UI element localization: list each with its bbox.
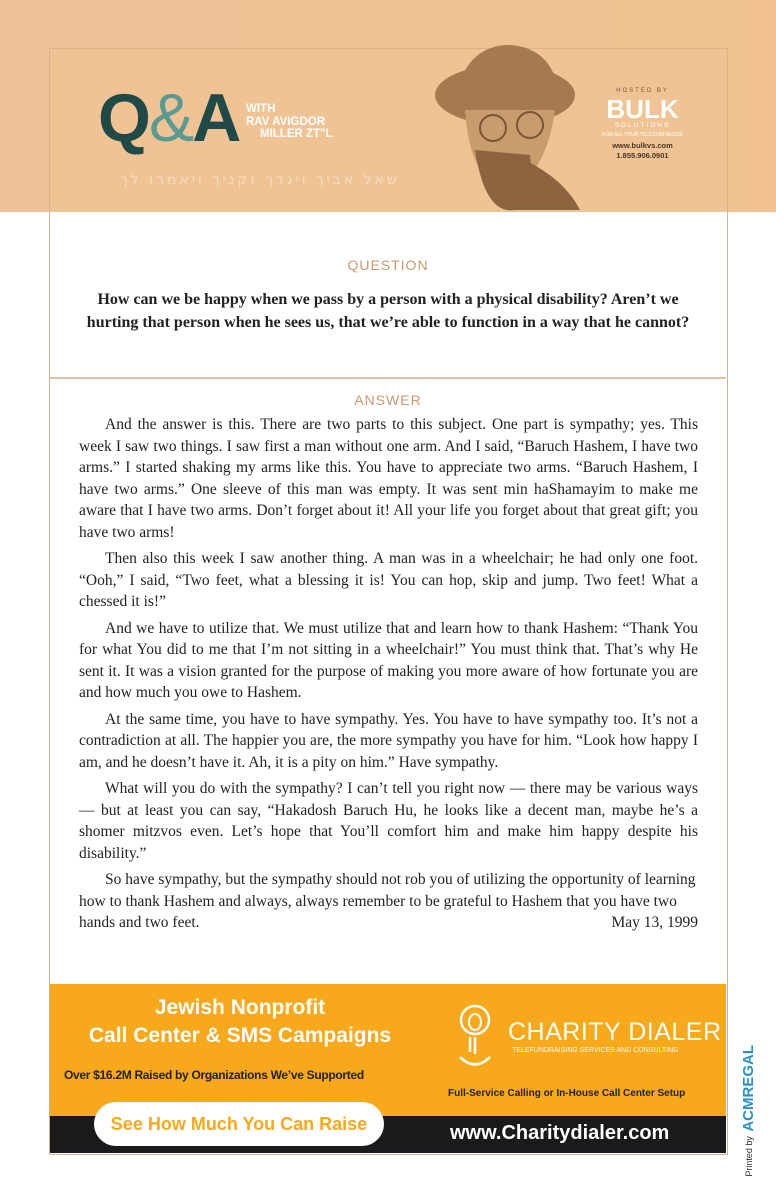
ad-headline-line: Jewish Nonprofit xyxy=(154,996,326,1019)
ad-url-link[interactable]: www.Charitydialer.com xyxy=(450,1122,670,1144)
with-line: WITH xyxy=(246,103,276,115)
sponsor-website[interactable]: www.bulkvs.com xyxy=(612,141,673,150)
phone-hand-icon xyxy=(450,1002,500,1072)
ad-headline xyxy=(60,994,420,1050)
sponsor-block xyxy=(585,88,700,161)
qa-q: Q xyxy=(98,80,149,156)
printer-logo-text: ACMREGAL xyxy=(740,1045,757,1132)
qa-amp: & xyxy=(148,80,193,156)
bulk-logo: BULK xyxy=(606,94,679,124)
answer-label: ANSWER xyxy=(354,392,422,408)
qa-logo xyxy=(98,80,240,156)
with-line: RAV AVIGDOR xyxy=(246,115,326,128)
question-text: How can we be happy when we pass by a person with a physical disability? Aren’t we hurting that person when he sees us, that we’re able to function in a way that he cannot? xyxy=(86,291,690,331)
with-rav-title xyxy=(246,103,333,141)
sponsor-phone: 1.855.906.0901 xyxy=(616,151,669,160)
hosted-by-label: HOSTED BY xyxy=(616,88,669,94)
acmregal-logo xyxy=(740,1045,758,1177)
answer-paragraph: And the answer is this. There are two parts to this subject. One part is sympathy; yes. This week I saw two things. I saw first a man without one arm. And I said, “Baruch Hashem, I have two arms.” I started shaking my arms like this. You have to appreciate two arms. “Baruch Hashem, I have two arms.” One sleeve of this man was empty. It was sent min haShamayim to make me aware that I have two arms. Don’t forget about it! All your life you forget about that great gift; you have two arms! xyxy=(79,416,698,541)
answer-paragraph: And we have to utilize that. We must utilize that and learn how to thank Hashem: “Thank You for what You did to me that I’m not sitting in a wheelchair!” You must think that. That’s why He sent it. It was a vision granted for the purpose of making you more aware of how fortunate you are and how much you owe to Hashem. xyxy=(79,619,698,701)
ad-service-text: Full-Service Calling or In-House Call Center Setup xyxy=(448,1088,686,1099)
answer-paragraph: Then also this week I saw another thing. A man was in a wheelchair; he had only one foot. “Ooh,” I said, “Two feet, what a blessing it is! You can hop, skip and jump. Two feet! What a chessed it is!” xyxy=(79,550,698,610)
ad-headline-line: Call Center & SMS Campaigns xyxy=(88,1024,392,1047)
ad-subline: Over $16.2M Raised by Organizations We’ve Supported xyxy=(64,1068,364,1082)
answer-paragraph: At the same time, you have to have sympathy. Yes. You have to have sympathy too. It’s not a contradiction at all. The happier you are, the more sympathy you have for him. “Look how happy I am, and he doesn’t have it. Ah, it is a pity on him.” Have sympathy. xyxy=(79,710,698,771)
see-how-much-button[interactable]: See How Much You Can Raise xyxy=(94,1102,384,1146)
printer-credit: Printed by xyxy=(744,1136,754,1177)
rabbi-portrait-icon xyxy=(415,40,585,215)
qa-a: A xyxy=(192,80,240,156)
question-label: QUESTION xyxy=(347,257,429,273)
hebrew-verse: שאל אביך ויגדך זקניך ויאמרו לך xyxy=(120,172,400,188)
bulk-logo-sub: SOLUTIONS xyxy=(614,122,671,129)
sponsor-tagline: FOR ALL YOUR TELECOM NEEDS xyxy=(602,132,683,138)
answer-body xyxy=(79,414,698,939)
with-line: MILLER ZT"L xyxy=(260,128,333,140)
answer-paragraph: What will you do with the sympathy? I can’t tell you right now — there may be various ways — but at least you can say, “Hakadosh Baruch Hu, he looks like a decent man, maybe he’s a shomer mitzvos even. Let’s hope that You’ll comfort him and make him happy despite his disability.” xyxy=(79,780,698,862)
section-divider xyxy=(50,377,726,379)
answer-last-text: So have sympathy, but the sympathy should not rob you of utilizing the opportunity of learning how to thank Hashem and always, always remember to be grateful to Hashem that you have two hands and two feet. xyxy=(79,871,696,931)
charity-dialer-tagline: TELEFUNDRAISING SERVICES AND CONSULTING xyxy=(512,1047,679,1054)
charity-dialer-ad[interactable] xyxy=(50,984,726,1153)
answer-date: May 13, 1999 xyxy=(611,914,698,931)
answer-paragraph xyxy=(79,869,698,934)
charity-dialer-logo: CHARITY DIALER xyxy=(508,1018,722,1046)
